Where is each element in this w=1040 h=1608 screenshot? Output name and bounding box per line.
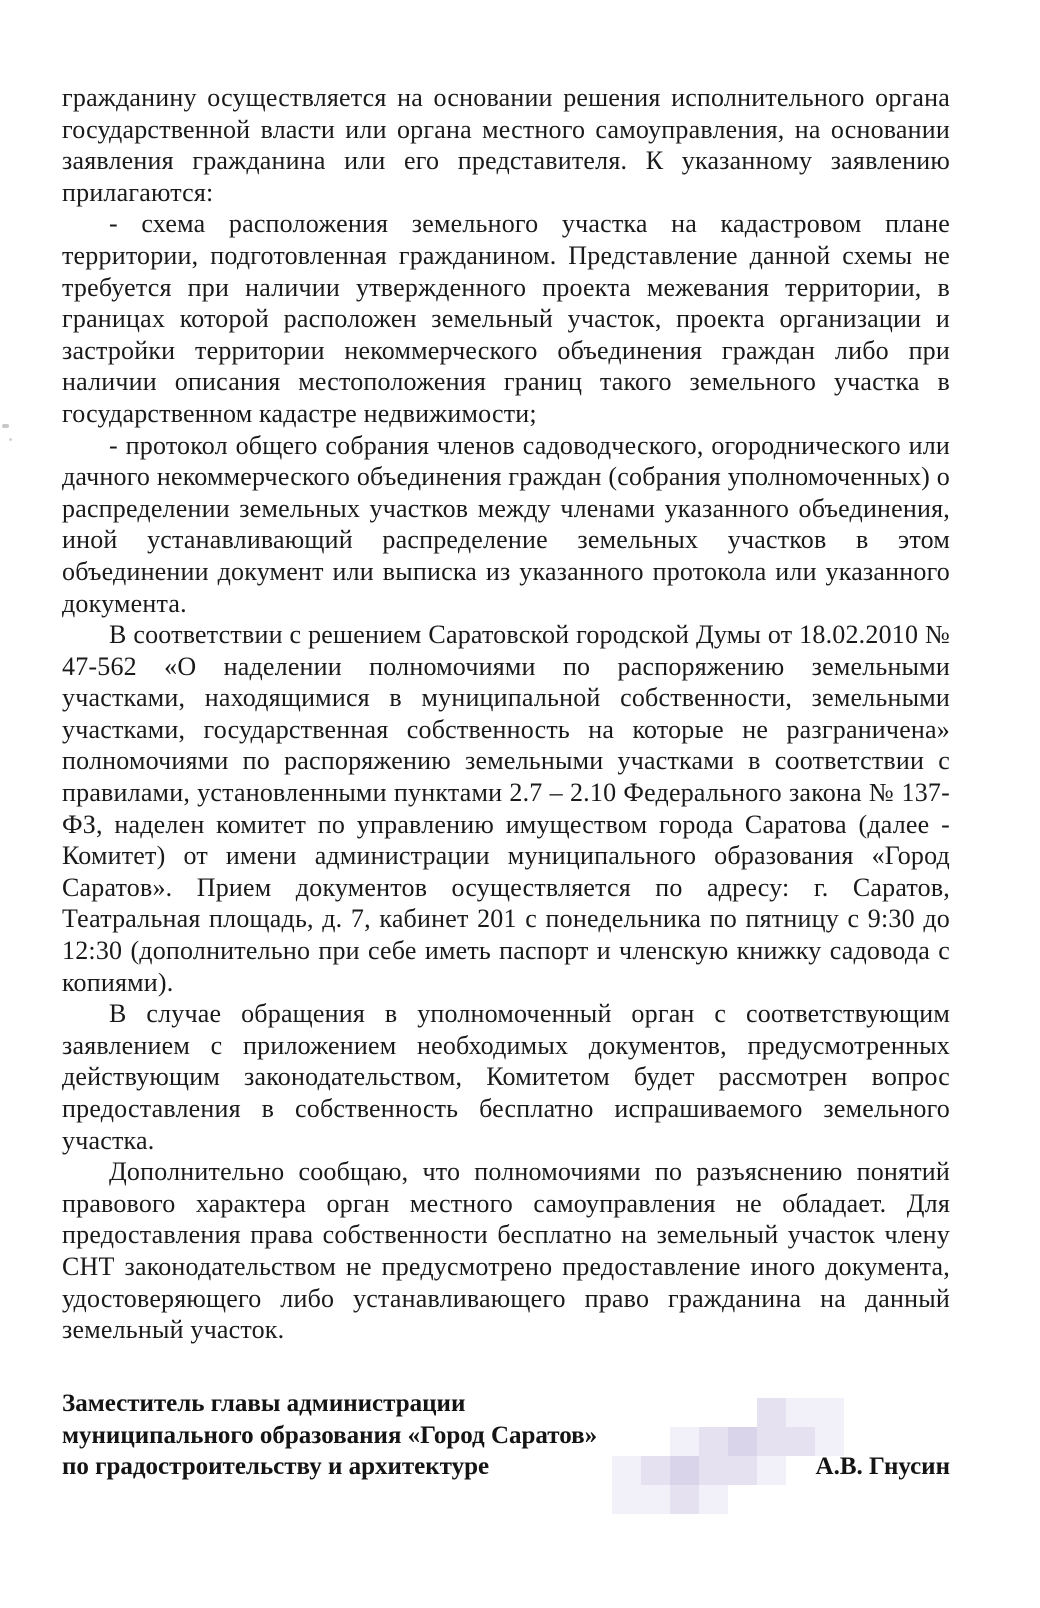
signer-title-line-2: муниципального образования «Город Саратов» — [62, 1421, 598, 1449]
paragraph-duma-decision: В соответствии с решением Саратовской городской Думы от 18.02.2010 № 47-562 «О наделении полномочиями по распоряжению земельными участками, находящимися в муниципальной собственности, земельными участками, государственная собственность на которые не разграничена» полномочиями по распоряжению земельными участками в соответствии с правилами, установленными пунктами 2.7 – 2.10 Федерального закона № 137-ФЗ, наделен комитет по управлению имуществом города Саратова (далее - Комитет) от имени администрации муниципального образования «Город Саратов». Прием документов осуществляется по адресу: г. Саратов, Театральная площадь, д. 7, кабинет 201 с понедельника по пятницу с 9:30 до 12:30 (дополнительно при себе иметь паспорт и членскую книжку садовода с копиями). — [62, 620, 950, 997]
paragraph-committee-review: В случае обращения в уполномоченный орган с соответствующим заявлением с приложением необходимых документов, предусмотренных действующим законодательством, Комитетом будет рассмотрен вопрос предоставления в собственность бесплатно испрашиваемого земельного участка. — [62, 999, 950, 1155]
scan-artifact-dot — [9, 438, 12, 441]
signature-block — [62, 1388, 950, 1483]
paragraph-list-item-protocol: - протокол общего собрания членов садоводческого, огороднического или дачного некоммерческого объединения граждан (собрания уполномоченных) о распределении земельных участков между членами указанного объединения, иной устанавливающий распределение земельных участков в этом объединении документ или выписка из указанного протокола или указанного документа. — [62, 430, 950, 618]
paragraph-list-item-schema: - схема расположения земельного участка на кадастровом плане территории, подготовленная гражданином. Представление данной схемы не требуется при наличии утвержденного проекта межевания территории, в границах которой расположен земельный участок, проекта организации и застройки территории некоммерческого объединения граждан либо при наличии описания местоположения границ такого земельного участка в государственном кадастре недвижимости; — [62, 209, 950, 428]
paragraph-additional-note: Дополнительно сообщаю, что полномочиями по разъяснению понятий правового характера орган местного самоуправления не обладает. Для предоставления права собственности бесплатно на земельный участок члену СНТ законодательством не предусмотрено предоставление иного документа, удостоверяющего либо устанавливающего право гражданина на данный земельный участок. — [62, 1157, 950, 1345]
letter-body — [62, 82, 950, 1346]
signer-title-line-3: по градостроительству и архитектуре — [62, 1453, 490, 1480]
scan-artifact-speck — [2, 424, 9, 428]
paragraph-intro: гражданину осуществляется на основании решения исполнительного органа государственной власти или органа местного самоуправления, на основании заявления гражданина или его представителя. К указанному заявлению прилагаются: — [62, 83, 950, 207]
signer-name: А.В. Гнусин — [815, 1453, 950, 1480]
signer-title-line-1: Заместитель главы администрации — [62, 1390, 466, 1417]
